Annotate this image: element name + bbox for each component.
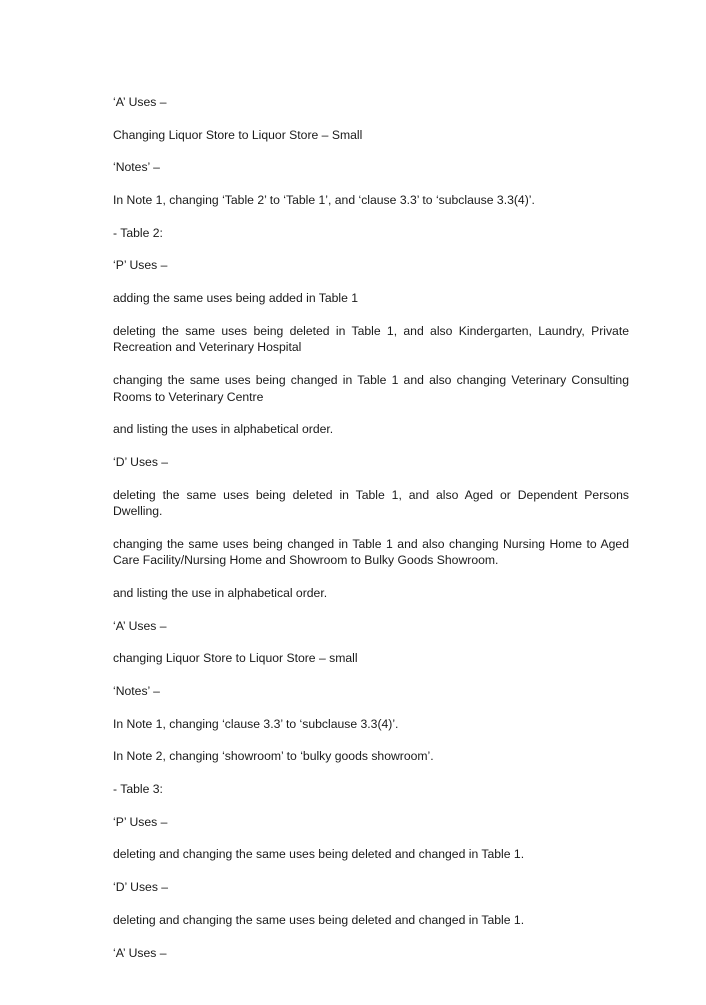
paragraph: In Note 2, changing ‘showroom’ to ‘bulky goods showroom’. xyxy=(113,749,434,764)
paragraph: adding the same uses being added in Table 1 xyxy=(113,291,359,306)
paragraph: ‘A’ Uses – xyxy=(113,618,167,633)
paragraph: - Table 2: xyxy=(113,225,163,240)
paragraph: changing the same uses being changed in Table 1 and also changing Veterinary Consulting Rooms to Veterinary Centre xyxy=(113,373,629,404)
document-body xyxy=(113,94,629,977)
paragraph: deleting and changing the same uses being deleted and changed in Table 1. xyxy=(113,912,525,927)
paragraph: - Table 3: xyxy=(113,782,163,797)
paragraph: In Note 1, changing ‘clause 3.3’ to ‘subclause 3.3(4)’. xyxy=(113,716,399,731)
paragraph: ‘P’ Uses – xyxy=(113,258,168,273)
paragraph: deleting and changing the same uses being deleted and changed in Table 1. xyxy=(113,847,525,862)
paragraph: deleting the same uses being deleted in Table 1, and also Aged or Dependent Persons Dwelling. xyxy=(113,487,629,519)
paragraph: ‘P’ Uses – xyxy=(113,814,168,829)
paragraph: changing Liquor Store to Liquor Store – small xyxy=(113,651,358,666)
paragraph: and listing the uses in alphabetical order. xyxy=(113,422,334,437)
paragraph: ‘D’ Uses – xyxy=(113,454,169,469)
paragraph: ‘A’ Uses – xyxy=(113,95,167,109)
paragraph: and listing the use in alphabetical order. xyxy=(113,585,328,600)
paragraph: changing the same uses being changed in Table 1 and also changing Nursing Home to Aged Care Facility/Nursing Home and Showroom to Bulky Goods Showroom. xyxy=(113,536,629,568)
paragraph: Changing Liquor Store to Liquor Store – Small xyxy=(113,127,363,142)
paragraph: ‘Notes’ – xyxy=(113,684,160,698)
paragraph: ‘A’ Uses – xyxy=(113,945,167,960)
paragraph: deleting the same uses being deleted in Table 1, and also Kindergarten, Laundry, Private Recreation and Veterinary Hospital xyxy=(113,323,629,355)
paragraph: ‘Notes’ – xyxy=(113,160,160,175)
paragraph: ‘D’ Uses – xyxy=(113,880,169,895)
paragraph: In Note 1, changing ‘Table 2’ to ‘Table 1’, and ‘clause 3.3’ to ‘subclause 3.3(4)’. xyxy=(113,193,535,208)
